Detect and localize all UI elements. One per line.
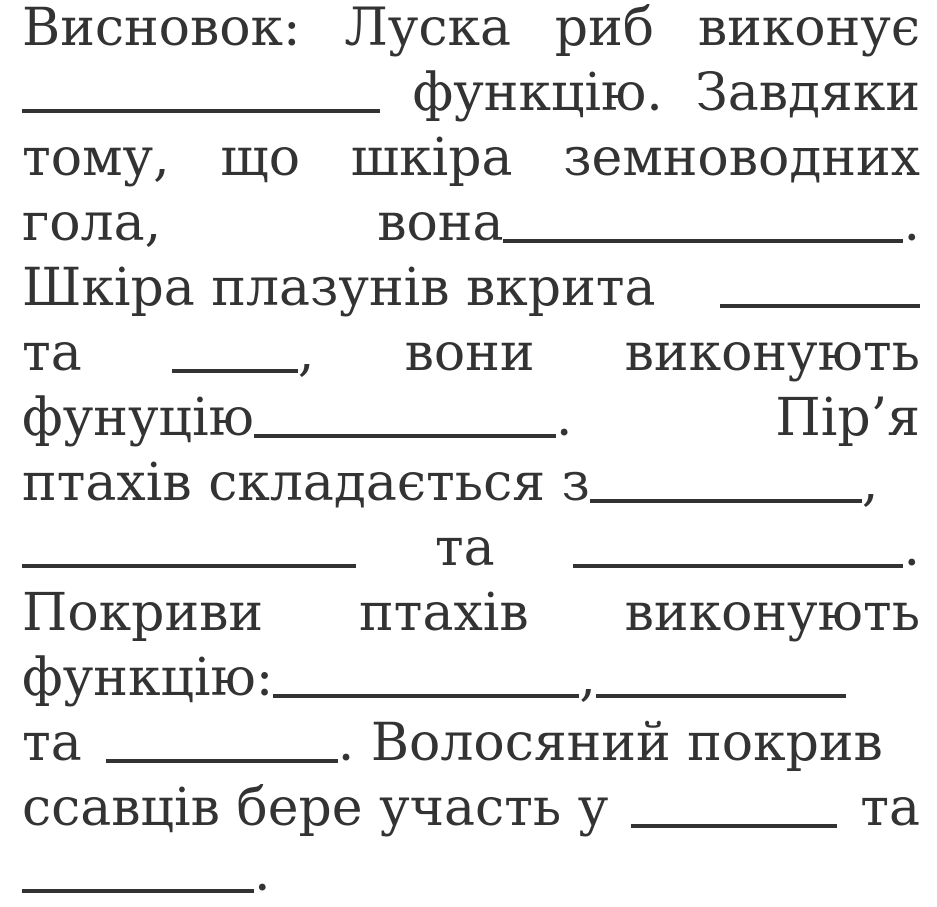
word: тому,	[22, 128, 170, 188]
answer-blank[interactable]	[254, 434, 556, 438]
word: та	[860, 778, 920, 838]
answer-blank[interactable]	[22, 109, 380, 113]
word: фунуцію	[22, 388, 254, 448]
text-line-10	[22, 579, 920, 643]
text-line-12	[22, 709, 920, 773]
word: що	[220, 128, 301, 188]
answer-blank[interactable]	[590, 499, 862, 503]
text-line-7	[22, 384, 920, 448]
word: виконує	[697, 0, 920, 58]
text-line-1	[22, 0, 920, 58]
word: Луска	[344, 0, 511, 58]
text-line-2	[22, 59, 920, 123]
answer-blank[interactable]	[503, 239, 903, 243]
punctuation: .	[254, 843, 271, 903]
answer-blank[interactable]	[720, 304, 920, 308]
text-line-13	[22, 774, 920, 838]
word: гола,	[22, 193, 162, 253]
word: Висновок:	[22, 0, 301, 58]
word: та	[22, 713, 82, 773]
word: Завдяки	[695, 63, 920, 123]
answer-blank[interactable]	[573, 564, 903, 568]
text-line-11	[22, 644, 920, 708]
text-line-8	[22, 449, 920, 513]
word: шкіра	[350, 128, 513, 188]
word-group	[22, 388, 572, 448]
punctuation: ,	[579, 648, 596, 708]
word: та	[22, 323, 82, 383]
answer-blank[interactable]	[273, 694, 579, 698]
word-group	[172, 323, 315, 383]
answer-blank[interactable]	[22, 564, 356, 568]
word-group	[573, 518, 920, 578]
word: птахів складається з	[22, 453, 590, 513]
text-line-4	[22, 189, 920, 253]
text-line-14	[22, 839, 920, 903]
word: земноводних	[563, 128, 920, 188]
text-line-5	[22, 254, 920, 318]
word: виконують	[624, 583, 920, 643]
text-line-3	[22, 124, 920, 188]
word-group	[377, 193, 920, 253]
punctuation: .	[555, 388, 573, 448]
answer-blank[interactable]	[596, 694, 846, 698]
word: вони	[404, 323, 535, 383]
punctuation: .	[903, 193, 920, 253]
word: птахів	[359, 583, 529, 643]
word: вона	[377, 193, 504, 253]
text-line-6	[22, 319, 920, 383]
word: Покриви	[22, 583, 264, 643]
answer-blank[interactable]	[106, 759, 338, 763]
word: та	[434, 518, 495, 578]
word: функцію.	[412, 63, 663, 123]
punctuation: .	[903, 518, 920, 578]
word: Пір’я	[775, 388, 920, 448]
word: виконують	[624, 323, 920, 383]
answer-blank[interactable]	[631, 824, 837, 828]
word: ссавців бере участь у	[22, 778, 609, 838]
answer-blank[interactable]	[22, 889, 254, 893]
word: Шкіра плазунів вкрита	[22, 258, 656, 318]
word: функцію:	[22, 648, 274, 708]
word: риб	[554, 0, 655, 58]
answer-blank[interactable]	[172, 369, 298, 373]
punctuation: ,	[297, 323, 315, 383]
punctuation: ,	[861, 453, 879, 513]
text-line-9	[22, 514, 920, 578]
word: . Волосяний покрив	[337, 713, 883, 773]
